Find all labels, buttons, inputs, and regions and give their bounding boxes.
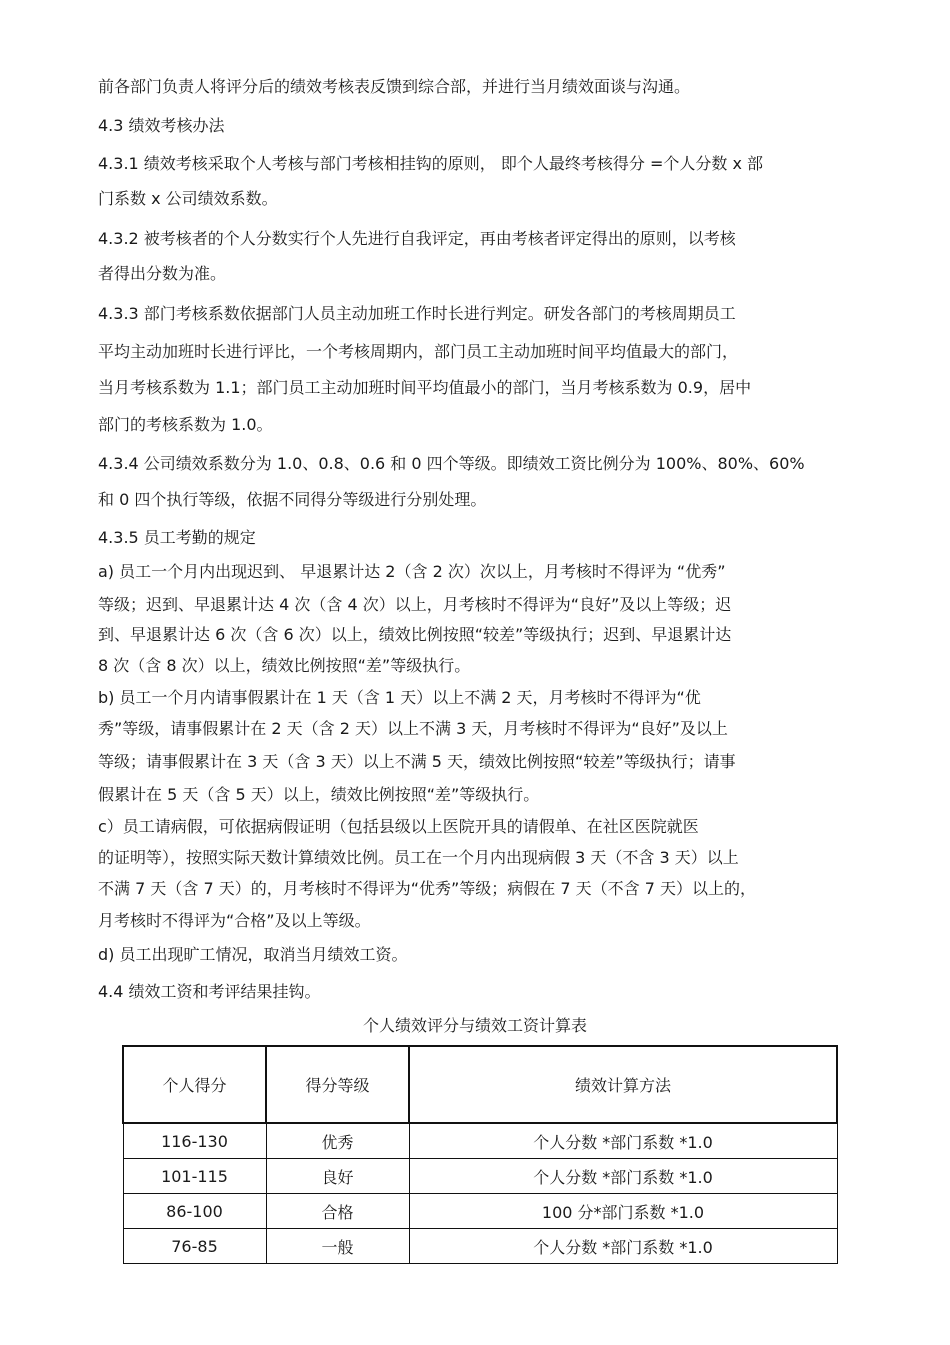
text-line: 秀”等级，请事假累计在 2 天（含 2 天）以上不满 3 天，月考核时不得评为“良好”及以上 bbox=[98, 719, 728, 738]
header-cell: 绩效计算方法 bbox=[409, 1046, 837, 1123]
text-line: c）员工请病假，可依据病假证明（包括县级以上医院开具的请假单、在社区医院就医 bbox=[98, 817, 699, 836]
table-cell: 个人分数 *部门系数 *1.0 bbox=[409, 1229, 837, 1264]
table-cell: 116-130 bbox=[123, 1123, 266, 1159]
table-cell: 一般 bbox=[266, 1229, 409, 1264]
table-row bbox=[123, 1159, 837, 1194]
text-line: 4.3.1 绩效考核采取个人考核与部门考核相挂钩的原则， 即个人最终考核得分 =个人分数 x 部 bbox=[98, 154, 764, 173]
text-line: 门系数 x 公司绩效系数。 bbox=[98, 189, 278, 208]
text-line: 4.3.2 被考核者的个人分数实行个人先进行自我评定，再由考核者评定得出的原则，以考核 bbox=[98, 229, 736, 248]
table-cell: 100 分*部门系数 *1.0 bbox=[409, 1194, 837, 1229]
text-line: 8 次（含 8 次）以上，绩效比例按照“差”等级执行。 bbox=[98, 656, 471, 675]
table-cell: 合格 bbox=[266, 1194, 409, 1229]
performance-table bbox=[122, 1045, 838, 1264]
table-row bbox=[123, 1194, 837, 1229]
table-cell: 良好 bbox=[266, 1159, 409, 1194]
table-cell: 优秀 bbox=[266, 1123, 409, 1159]
text-line: 平均主动加班时长进行评比，一个考核周期内，部门员工主动加班时间平均值最大的部门， bbox=[98, 342, 739, 361]
text-line: 等级；迟到、早退累计达 4 次（含 4 次）以上，月考核时不得评为“良好”及以上等级；迟 bbox=[98, 595, 732, 614]
table-row bbox=[123, 1229, 837, 1264]
text-line: 等级；请事假累计在 3 天（含 3 天）以上不满 5 天，绩效比例按照“较差”等级执行；请事 bbox=[98, 752, 736, 771]
table-cell: 个人分数 *部门系数 *1.0 bbox=[409, 1123, 837, 1159]
text-line: 的证明等），按照实际天数计算绩效比例。员工在一个月内出现病假 3 天（不含 3 天）以上 bbox=[98, 848, 739, 867]
text-line: 4.3.3 部门考核系数依据部门人员主动加班工作时长进行判定。研发各部门的考核周期员工 bbox=[98, 304, 736, 323]
text-line: 不满 7 天（含 7 天）的，月考核时不得评为“优秀”等级；病假在 7 天（不含 7 天）以上的， bbox=[98, 879, 756, 898]
table-cell: 101-115 bbox=[123, 1159, 266, 1194]
text-line: 到、早退累计达 6 次（含 6 次）以上，绩效比例按照“较差”等级执行；迟到、早退累计达 bbox=[98, 625, 732, 644]
table-header-row bbox=[123, 1046, 837, 1123]
section-heading: 4.4 绩效工资和考评结果挂钩。 bbox=[98, 982, 321, 1001]
header-cell: 个人得分 bbox=[123, 1046, 266, 1123]
text-line: 假累计在 5 天（含 5 天）以上，绩效比例按照“差”等级执行。 bbox=[98, 785, 540, 804]
section-heading: 4.3 绩效考核办法 bbox=[98, 116, 225, 135]
text-line: 4.3.4 公司绩效系数分为 1.0、0.8、0.6 和 0 四个等级。即绩效工资比例分为 100%、80%、60% bbox=[98, 454, 805, 473]
text-line: 部门的考核系数为 1.0。 bbox=[98, 415, 273, 434]
text-line: 前各部门负责人将评分后的绩效考核表反馈到综合部，并进行当月绩效面谈与沟通。 bbox=[98, 77, 691, 96]
section-heading: 4.3.5 员工考勤的规定 bbox=[98, 528, 256, 547]
header-cell: 得分等级 bbox=[266, 1046, 409, 1123]
table-caption: 个人绩效评分与绩效工资计算表 bbox=[362, 1016, 587, 1035]
text-line: 和 0 四个执行等级，依据不同得分等级进行分别处理。 bbox=[98, 490, 487, 509]
table-cell: 个人分数 *部门系数 *1.0 bbox=[409, 1159, 837, 1194]
text-line: 者得出分数为准。 bbox=[98, 264, 227, 283]
text-line: 当月考核系数为 1.1；部门员工主动加班时间平均值最小的部门，当月考核系数为 0.9，居中 bbox=[98, 378, 752, 397]
text-line: 月考核时不得评为“合格”及以上等级。 bbox=[98, 911, 371, 930]
table-cell: 86-100 bbox=[123, 1194, 266, 1229]
table-row bbox=[123, 1123, 837, 1159]
text-line: b) 员工一个月内请事假累计在 1 天（含 1 天）以上不满 2 天，月考核时不得评为“优 bbox=[98, 688, 701, 707]
table-cell: 76-85 bbox=[123, 1229, 266, 1264]
text-line: d) 员工出现旷工情况，取消当月绩效工资。 bbox=[98, 945, 408, 964]
text-line: a) 员工一个月内出现迟到、 早退累计达 2（含 2 次）次以上，月考核时不得评为 “优秀” bbox=[98, 562, 726, 581]
